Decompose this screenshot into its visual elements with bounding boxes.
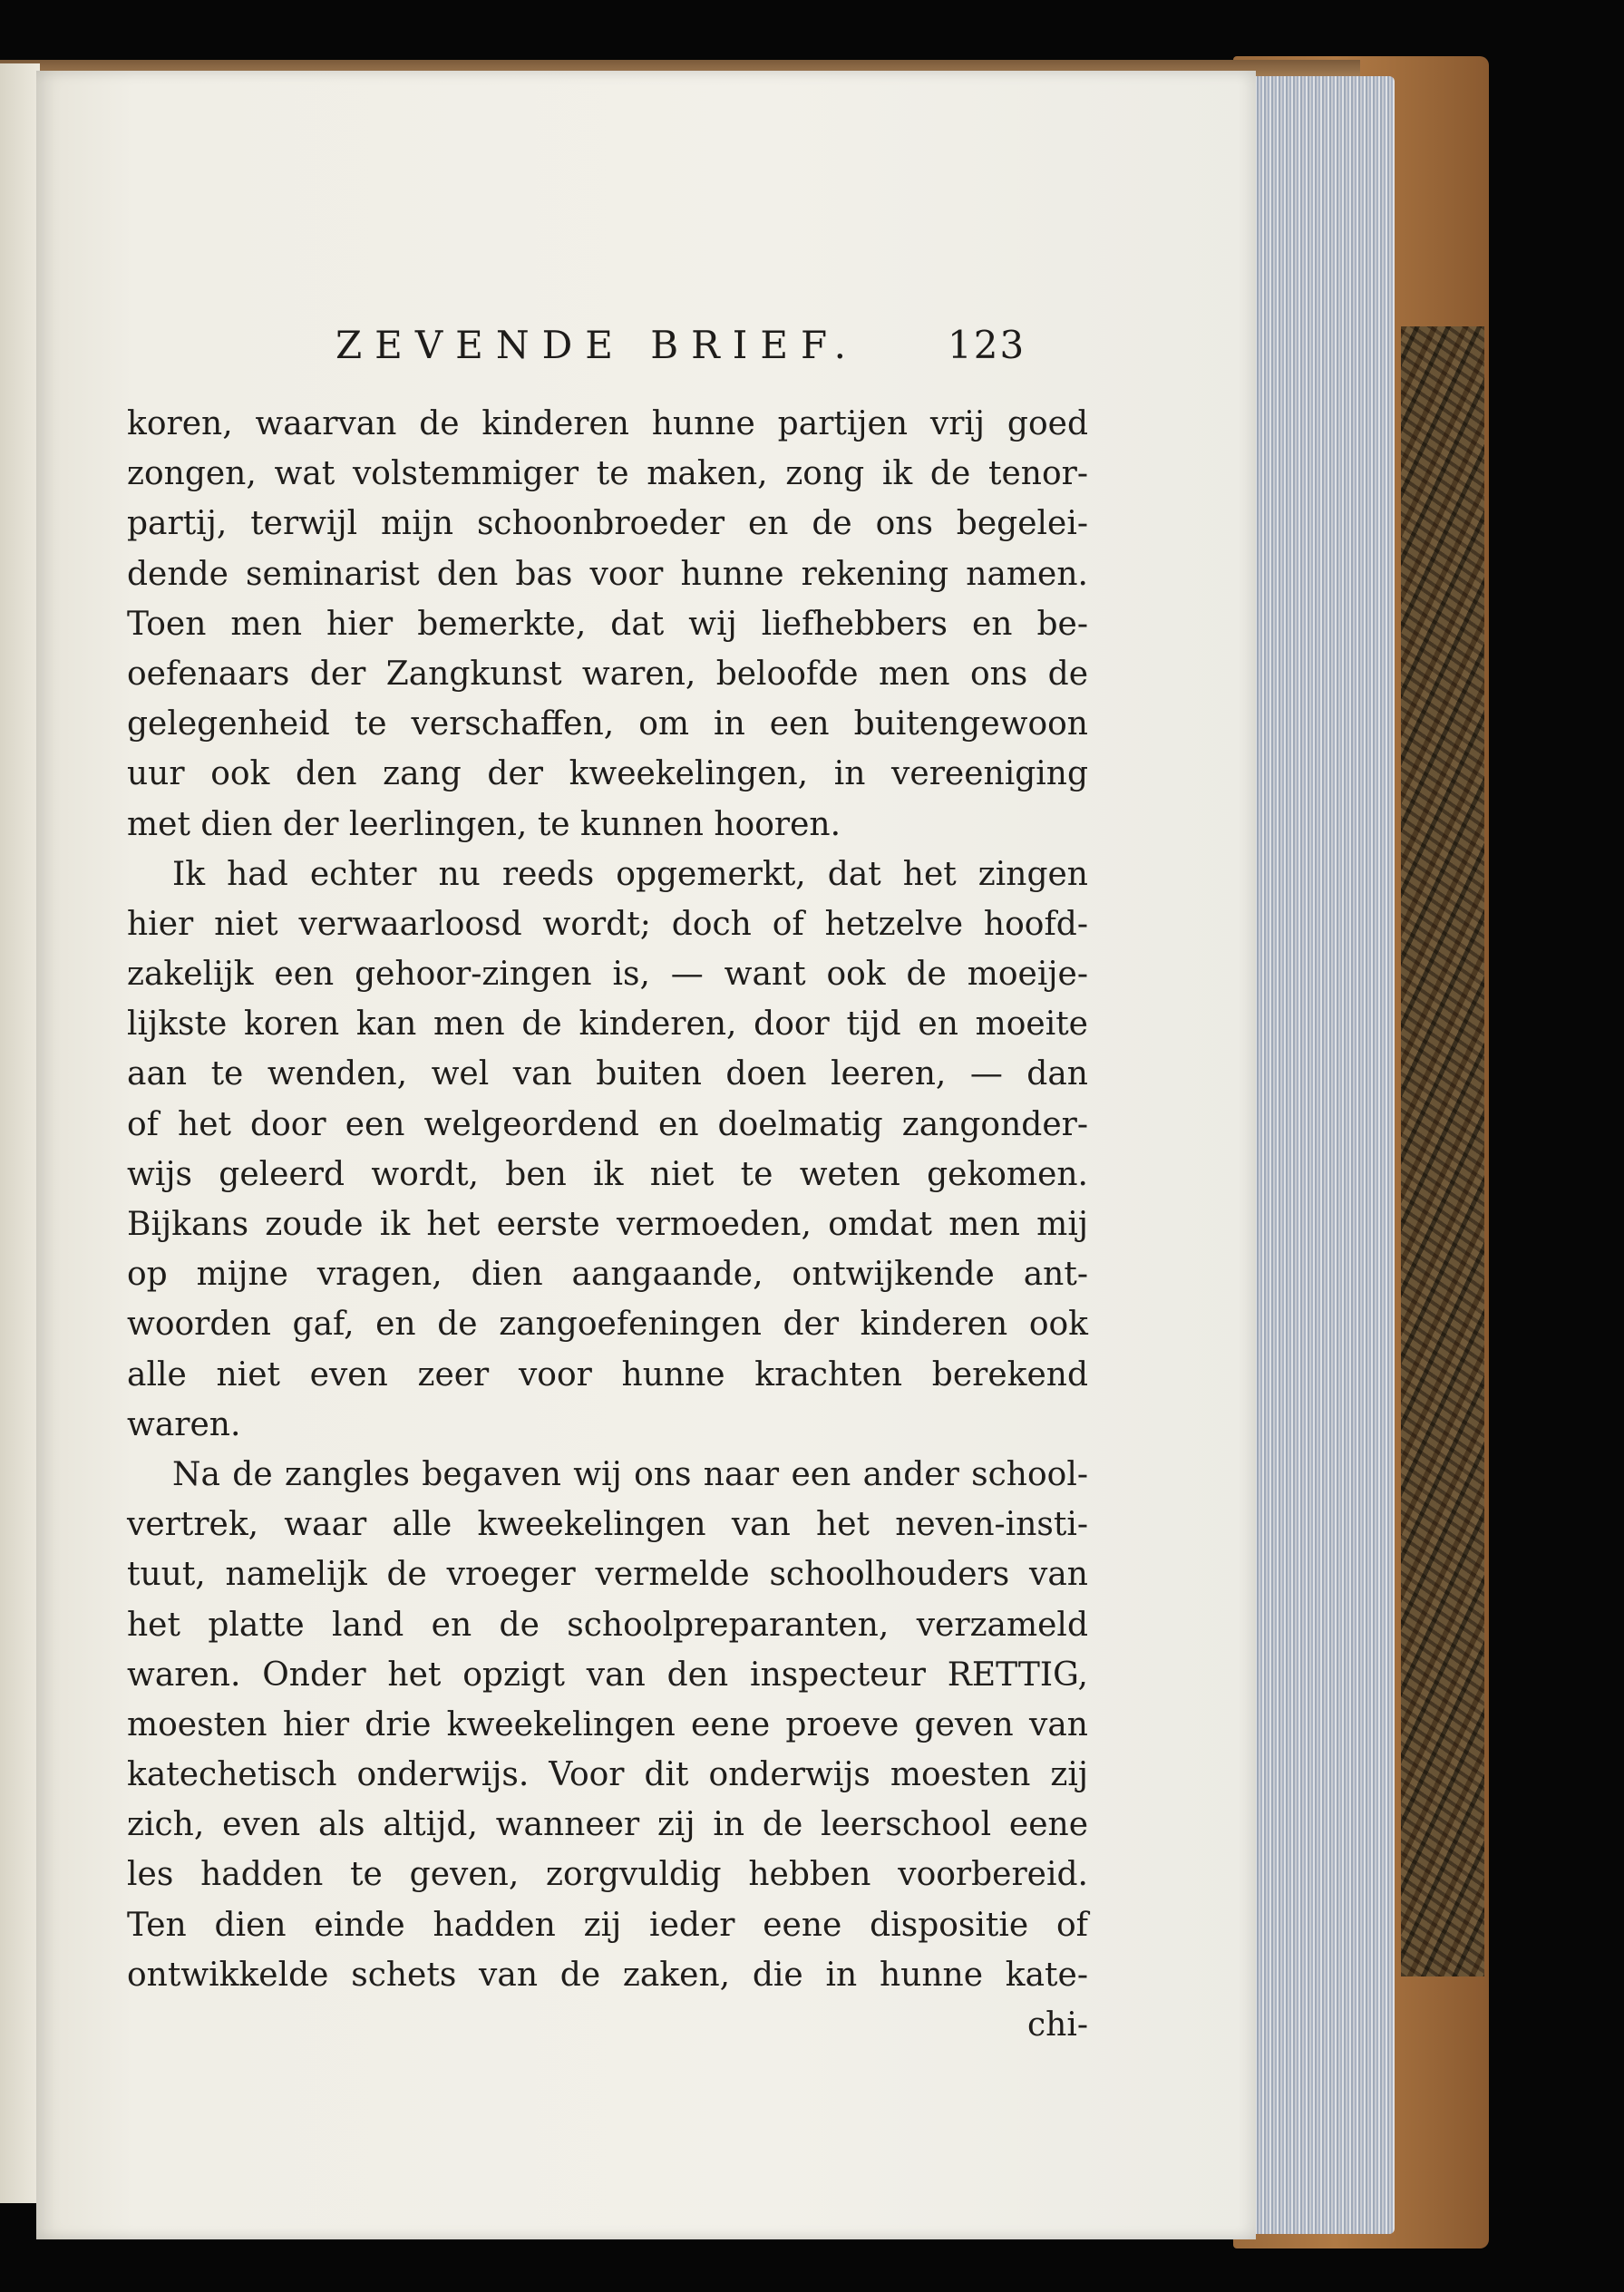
text-line: zakelijk een gehoor-zingen is, — want ook de moeije- bbox=[127, 956, 1088, 994]
text-line: moesten hier drie kweekelingen eene proeve geven van bbox=[127, 1705, 1088, 1743]
body-text bbox=[127, 399, 1088, 2050]
book-page bbox=[36, 71, 1256, 2239]
text-line: tuut, namelijk de vroeger vermelde schoolhouders van bbox=[127, 1556, 1088, 1594]
page-header bbox=[36, 323, 1256, 374]
text-line: zich, even als altijd, wanneer zij in de leerschool eene bbox=[127, 1806, 1088, 1844]
text-line: katechetisch onderwijs. Voor dit onderwijs moesten zij bbox=[127, 1756, 1088, 1794]
text-line: Bijkans zoude ik het eerste vermoeden, omdat men mij bbox=[127, 1206, 1088, 1243]
facing-page-edge bbox=[0, 63, 40, 2203]
running-title: ZEVENDE BRIEF. bbox=[335, 323, 859, 367]
text-line: koren, waarvan de kinderen hunne partijen vrij goed bbox=[127, 405, 1088, 442]
text-line: Toen men hier bemerkte, dat wij liefhebbers en be- bbox=[127, 605, 1088, 643]
text-line: zongen, wat volstemmiger te maken, zong ik de tenor- bbox=[127, 455, 1088, 493]
text-line: dende seminarist den bas voor hunne rekening namen. bbox=[127, 555, 1088, 593]
page-fore-edge bbox=[1251, 76, 1395, 2234]
text-line: aan te wenden, wel van buiten doen leeren, — dan bbox=[127, 1055, 1088, 1093]
text-line: gelegenheid te verschaffen, om in een buitengewoon bbox=[127, 705, 1088, 743]
page-number: 123 bbox=[948, 323, 1026, 367]
text-line: partij, terwijl mijn schoonbroeder en de ons begelei- bbox=[127, 505, 1088, 543]
text-line: op mijne vragen, dien aangaande, ontwijkende ant- bbox=[127, 1256, 1088, 1294]
text-line: uur ook den zang der kweekelingen, in vereeniging bbox=[127, 755, 1088, 793]
text-line: wijs geleerd wordt, ben ik niet te weten gekomen. bbox=[127, 1155, 1088, 1193]
text-line: woorden gaf, en de zangoefeningen der kinderen ook bbox=[127, 1306, 1088, 1344]
text-line: alle niet even zeer voor hunne krachten berekend bbox=[127, 1355, 1088, 1394]
text-line: vertrek, waar alle kweekelingen van het neven-insti- bbox=[127, 1506, 1088, 1544]
text-line: met dien der leerlingen, te kunnen hooren. bbox=[127, 805, 841, 843]
text-line: les hadden te geven, zorgvuldig hebben voorbereid. bbox=[127, 1856, 1088, 1894]
text-line: waren. Onder het opzigt van den inspecteur RETTIG, bbox=[127, 1656, 1088, 1694]
text-line: oefenaars der Zangkunst waren, beloofde men ons de bbox=[127, 655, 1088, 693]
text-line: ontwikkelde schets van de zaken, die in hunne kate- bbox=[127, 1956, 1088, 1994]
marbled-board bbox=[1401, 326, 1484, 1976]
text-line: Ten dien einde hadden zij ieder eene dispositie of bbox=[127, 1906, 1088, 1944]
text-line: lijkste koren kan men de kinderen, door tijd en moeite bbox=[127, 1005, 1088, 1044]
text-line: chi- bbox=[1026, 2006, 1088, 2044]
text-line: Ik had echter nu reeds opgemerkt, dat het zingen bbox=[172, 855, 1088, 893]
text-line: waren. bbox=[127, 1405, 241, 1443]
text-line: of het door een welgeordend en doelmatig zangonder- bbox=[127, 1105, 1088, 1143]
text-line: het platte land en de schoolpreparanten, verzameld bbox=[127, 1606, 1088, 1644]
text-line: Na de zangles begaven wij ons naar een ander school- bbox=[172, 1455, 1088, 1493]
text-line: hier niet verwaarloosd wordt; doch of hetzelve hoofd- bbox=[127, 905, 1088, 943]
